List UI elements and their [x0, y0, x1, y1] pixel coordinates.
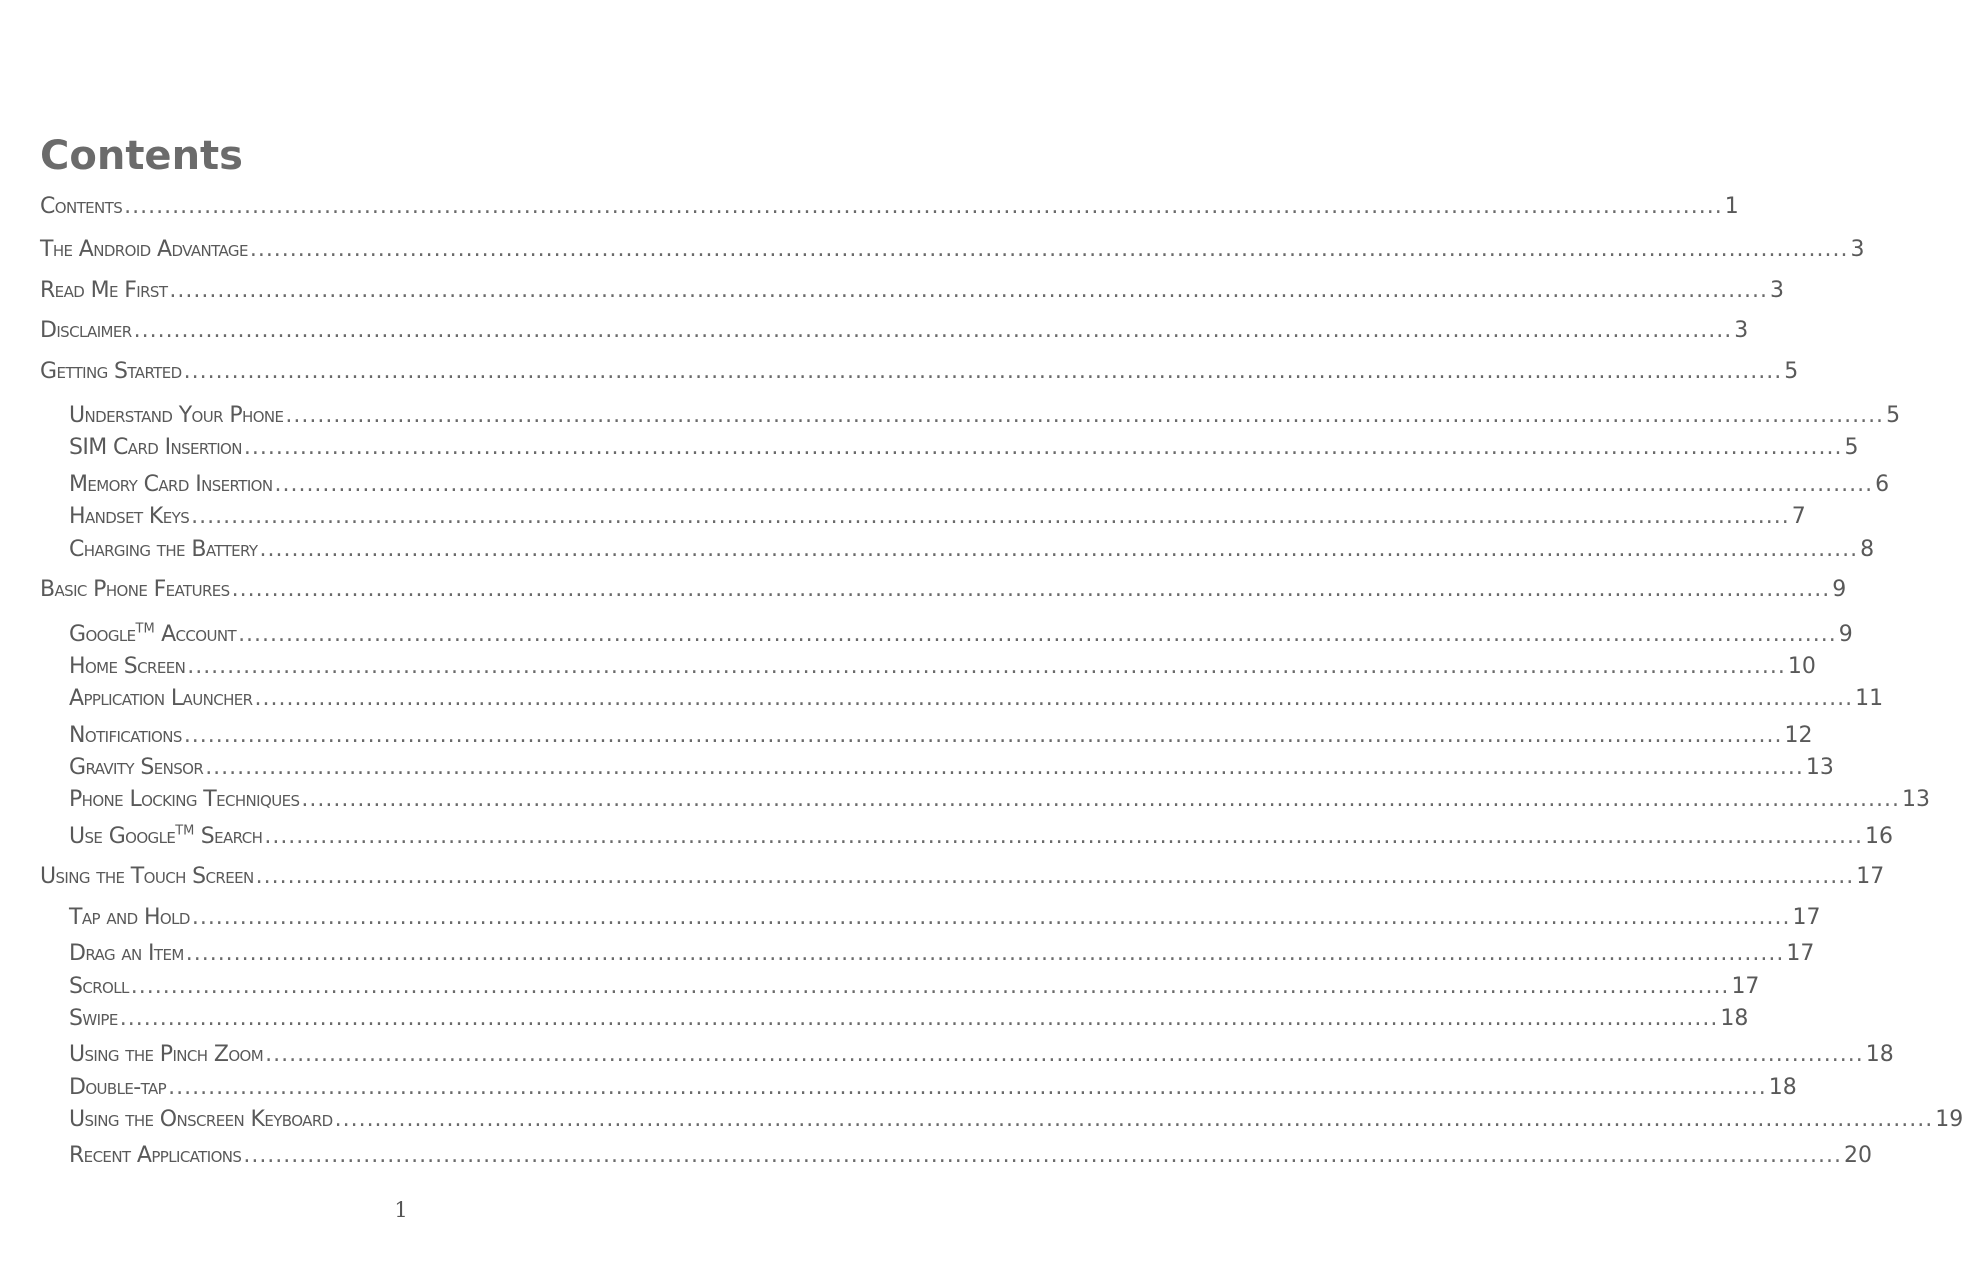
toc-leader-dots: ........................................................................................................................................................................................................ — [185, 941, 1785, 966]
toc-page-number: 9 — [1832, 577, 1847, 602]
toc-page-number: 6 — [1875, 472, 1890, 497]
toc-page-number: 13 — [1902, 787, 1931, 812]
toc-page-number: 8 — [1860, 537, 1875, 562]
page-title: Contents — [40, 133, 243, 179]
toc-entry-tap-and-hold[interactable] — [69, 903, 1821, 933]
toc-label: Tap and Hold — [69, 905, 190, 930]
toc-leader-dots: ........................................................................................................................................................................................................ — [259, 537, 1859, 562]
toc-label: Recent Applications — [69, 1143, 242, 1168]
toc-entry-application-launcher[interactable] — [69, 684, 1884, 714]
toc-entry-contents[interactable] — [40, 192, 1739, 222]
toc-label-text: Use Google — [69, 824, 176, 849]
toc-label: SIM Card Insertion — [69, 435, 242, 460]
toc-page-number: 18 — [1865, 1042, 1894, 1067]
toc-label: Disclaimer — [40, 318, 132, 343]
toc-label: Scroll — [69, 974, 129, 999]
toc-leader-dots: ........................................................................................................................................................................................................ — [254, 686, 1854, 711]
toc-leader-dots: ........................................................................................................................................................................................................ — [285, 403, 1885, 428]
toc-label: Application Launcher — [69, 686, 253, 711]
toc-entry-memory-card-insertion[interactable] — [69, 470, 1890, 500]
toc-page-number: 19 — [1935, 1107, 1963, 1132]
toc-label-text-after: Search — [194, 824, 263, 849]
toc-label: Charging the Battery — [69, 537, 258, 562]
toc-leader-dots: ........................................................................................................................................................................................................ — [249, 237, 1849, 262]
toc-leader-dots: ........................................................................................................................................................................................................ — [243, 435, 1843, 460]
toc-entry-home-screen[interactable] — [69, 652, 1816, 682]
toc-page-number: 3 — [1850, 237, 1865, 262]
toc-leader-dots: ........................................................................................................................................................................................................ — [334, 1107, 1934, 1132]
toc-entry-google-account[interactable] — [69, 620, 1853, 650]
toc-entry-scroll[interactable] — [69, 972, 1760, 1002]
toc-page-number: 17 — [1731, 974, 1760, 999]
trademark-superscript: TM — [175, 823, 195, 839]
toc-entry-using-the-onscreen-keyboard[interactable] — [69, 1105, 1963, 1135]
toc-entry-charging-the-battery[interactable] — [69, 535, 1875, 565]
toc-page-number: 18 — [1768, 1075, 1797, 1100]
toc-page-number: 16 — [1864, 824, 1893, 849]
toc-page-number: 12 — [1784, 723, 1813, 748]
toc-page-number: 1 — [1724, 194, 1739, 219]
toc-label: Using the Pinch Zoom — [69, 1042, 264, 1067]
toc-label — [69, 620, 236, 650]
toc-entry-basic-phone-features[interactable] — [40, 575, 1847, 605]
toc-leader-dots: ........................................................................................................................................................................................................ — [243, 1143, 1842, 1168]
trademark-superscript: TM — [135, 621, 155, 637]
toc-entry-read-me-first[interactable] — [40, 276, 1785, 306]
toc-page-number: 17 — [1792, 905, 1821, 930]
toc-label: Notifications — [69, 723, 182, 748]
toc-leader-dots: ........................................................................................................................................................................................................ — [301, 787, 1901, 812]
toc-entry-sim-card-insertion[interactable] — [69, 433, 1859, 463]
toc-label: Basic Phone Features — [40, 577, 230, 602]
toc-page-number: 20 — [1843, 1143, 1872, 1168]
toc-label: Getting Started — [40, 359, 182, 384]
toc-label: Read Me First — [40, 278, 168, 303]
toc-label: Home Screen — [69, 654, 186, 679]
toc-leader-dots: ........................................................................................................................................................................................................ — [130, 974, 1730, 999]
toc-entry-getting-started[interactable] — [40, 357, 1799, 387]
toc-label: Swipe — [69, 1006, 118, 1031]
toc-page-number: 17 — [1786, 941, 1815, 966]
toc-page-number: 10 — [1787, 654, 1816, 679]
toc-leader-dots: ........................................................................................................................................................................................................ — [205, 755, 1804, 780]
toc-leader-dots: ........................................................................................................................................................................................................ — [124, 194, 1723, 219]
toc-leader-dots: ........................................................................................................................................................................................................ — [265, 1042, 1864, 1067]
toc-entry-double-tap[interactable] — [69, 1073, 1797, 1103]
toc-leader-dots: ........................................................................................................................................................................................................ — [119, 1006, 1719, 1031]
toc-page-number: 3 — [1770, 278, 1785, 303]
toc-label: Contents — [40, 194, 123, 219]
toc-leader-dots: ........................................................................................................................................................................................................ — [183, 723, 1783, 748]
toc-entry-android-advantage[interactable] — [40, 235, 1865, 265]
toc-entry-drag-an-item[interactable] — [69, 939, 1815, 969]
toc-leader-dots: ........................................................................................................................................................................................................ — [191, 504, 1790, 529]
toc-label: Using the Onscreen Keyboard — [69, 1107, 333, 1132]
toc-label-text: Google — [69, 622, 136, 647]
toc-page-number: 3 — [1734, 318, 1749, 343]
toc-leader-dots: ........................................................................................................................................................................................................ — [191, 905, 1791, 930]
toc-entry-phone-locking-techniques[interactable] — [69, 785, 1931, 815]
toc-label: The Android Advantage — [40, 237, 248, 262]
toc-leader-dots: ........................................................................................................................................................................................................ — [255, 864, 1855, 889]
toc-page-number: 18 — [1720, 1006, 1749, 1031]
toc-leader-dots: ........................................................................................................................................................................................................ — [274, 472, 1874, 497]
toc-leader-dots: ........................................................................................................................................................................................................ — [238, 622, 1837, 647]
toc-entry-using-the-touch-screen[interactable] — [40, 862, 1885, 892]
toc-entry-understand-your-phone[interactable] — [69, 401, 1901, 431]
toc-label: Double-tap — [69, 1075, 167, 1100]
toc-page-number: 5 — [1784, 359, 1799, 384]
toc-label — [69, 822, 262, 852]
toc-leader-dots: ........................................................................................................................................................................................................ — [264, 824, 1863, 849]
toc-label: Handset Keys — [69, 504, 190, 529]
toc-leader-dots: ........................................................................................................................................................................................................ — [133, 318, 1733, 343]
toc-entry-using-the-pinch-zoom[interactable] — [69, 1040, 1894, 1070]
toc-page-number: 7 — [1791, 504, 1806, 529]
toc-page-number: 13 — [1805, 755, 1834, 780]
toc-label: Drag an Item — [69, 941, 184, 966]
toc-entry-use-google-search[interactable] — [69, 822, 1893, 852]
toc-entry-disclaimer[interactable] — [40, 316, 1749, 346]
toc-label-text-after: Account — [154, 622, 237, 647]
toc-entry-handset-keys[interactable] — [69, 502, 1806, 532]
toc-entry-notifications[interactable] — [69, 721, 1813, 751]
toc-page-number: 11 — [1855, 686, 1884, 711]
toc-leader-dots: ........................................................................................................................................................................................................ — [231, 577, 1831, 602]
toc-leader-dots: ........................................................................................................................................................................................................ — [168, 1075, 1767, 1100]
toc-leader-dots: ........................................................................................................................................................................................................ — [169, 278, 1769, 303]
toc-leader-dots: ........................................................................................................................................................................................................ — [183, 359, 1783, 384]
toc-page-number: 9 — [1838, 622, 1853, 647]
toc-label: Phone Locking Techniques — [69, 787, 300, 812]
toc-page-number: 5 — [1844, 435, 1859, 460]
toc-label: Gravity Sensor — [69, 755, 204, 780]
toc-page-number: 17 — [1856, 864, 1885, 889]
page-number: 1 — [394, 1198, 408, 1222]
toc-entry-swipe[interactable] — [69, 1004, 1749, 1034]
toc-entry-gravity-sensor[interactable] — [69, 753, 1834, 783]
toc-entry-recent-applications[interactable] — [69, 1141, 1872, 1171]
toc-page-number: 5 — [1886, 403, 1901, 428]
toc-label: Understand Your Phone — [69, 403, 284, 428]
toc-label: Memory Card Insertion — [69, 472, 273, 497]
toc-label: Using the Touch Screen — [40, 864, 254, 889]
toc-leader-dots: ........................................................................................................................................................................................................ — [187, 654, 1786, 679]
